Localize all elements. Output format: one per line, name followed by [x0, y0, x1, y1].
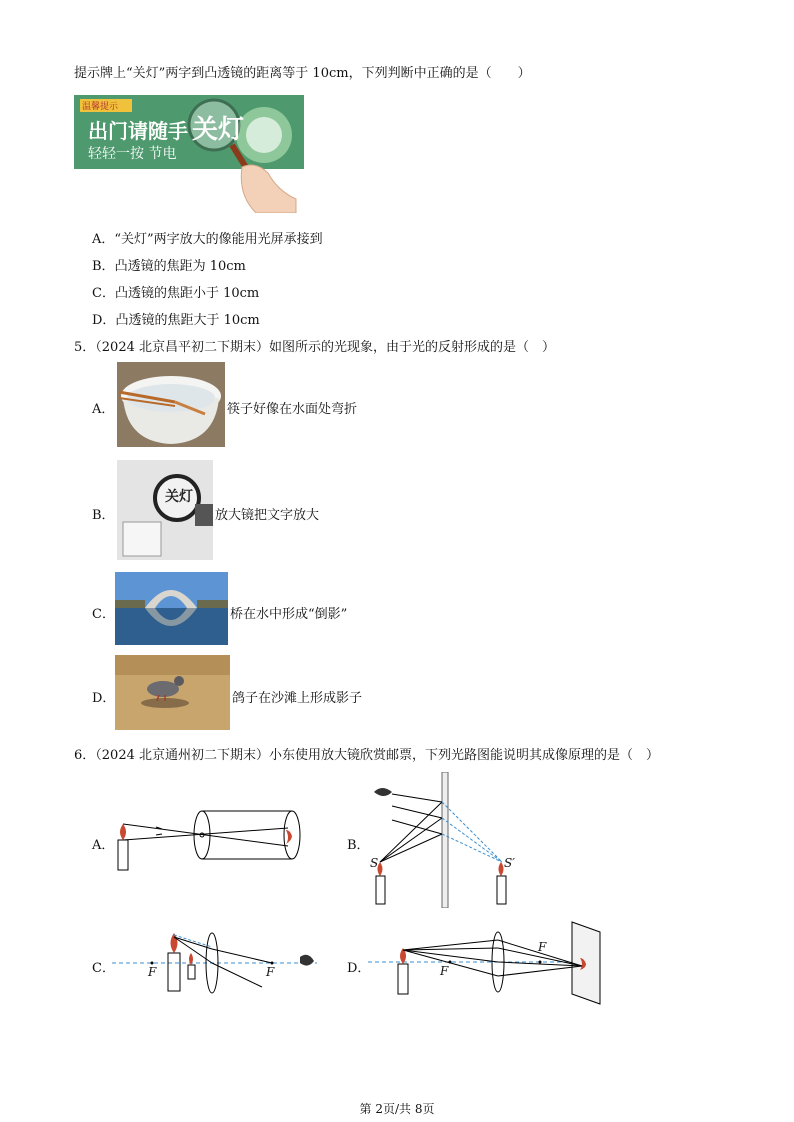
q5-option-b-text: 放大镜把文字放大: [215, 508, 320, 523]
q5-option-a-letter[interactable]: A．: [92, 402, 115, 417]
option-text: 凸透镜的焦距小于 10cm: [114, 286, 260, 301]
label-s: S: [370, 856, 379, 870]
q6-option-c-diagram: [112, 925, 327, 1000]
q5-option-a-text: 筷子好像在水面处弯折: [227, 402, 358, 417]
q5-option-b-letter[interactable]: B．: [92, 508, 115, 523]
page-footer: 第 2页/共 8页: [359, 1102, 435, 1116]
option-letter: C．: [92, 286, 115, 301]
label-f1: F: [440, 964, 449, 978]
q6-option-a-letter[interactable]: A．: [92, 838, 115, 853]
label-f2: F: [538, 940, 547, 954]
q5-option-c-letter[interactable]: C．: [92, 607, 115, 622]
q6-stem: 6．（2024 北京通州初二下期末）小东使用放大镜欣赏邮票，下列光路图能说明其成像原理的是（ ）: [74, 748, 659, 763]
label-f1: F: [148, 965, 157, 979]
magnified-text: 关灯: [165, 489, 193, 505]
sign-magnified-text: 关灯: [192, 115, 245, 145]
sign-line1: 出门请随手: [88, 119, 188, 143]
option-text: “关灯”两字放大的像能用光屏承接到: [114, 232, 323, 247]
q5-option-a-image: [117, 362, 225, 447]
label-s-prime: S′: [504, 856, 515, 870]
q5-stem: 5．（2024 北京昌平初二下期末）如图所示的光现象，由于光的反射形成的是（ ）: [74, 340, 555, 355]
q4-stem: 提示牌上“关灯”两字到凸透镜的距离等于 10cm，下列判断中正确的是（ ）: [74, 66, 531, 81]
q6-option-a-diagram: [112, 800, 312, 880]
q6-option-b-letter[interactable]: B．: [347, 838, 370, 853]
q4-option-c[interactable]: [92, 282, 259, 301]
q6-option-d-diagram: [368, 918, 608, 1006]
q4-sign-image: [74, 95, 304, 213]
q4-option-d[interactable]: [92, 309, 260, 328]
option-letter: B．: [92, 259, 115, 274]
sign-line2: 轻轻一按 节电: [88, 146, 177, 162]
sign-tag: 温馨提示: [82, 102, 119, 112]
q5-option-d-letter[interactable]: D．: [92, 691, 116, 706]
option-letter: D．: [92, 313, 116, 328]
option-letter: A．: [92, 232, 115, 247]
q5-option-c-text: 桥在水中形成“倒影”: [230, 607, 348, 622]
q6-option-b-diagram: [366, 772, 536, 908]
label-f2: F: [266, 965, 275, 979]
option-text: 凸透镜的焦距为 10cm: [114, 259, 246, 274]
q5-option-d-text: 鸽子在沙滩上形成影子: [232, 691, 363, 706]
q4-option-a[interactable]: [92, 228, 323, 247]
option-text: 凸透镜的焦距大于 10cm: [115, 313, 260, 328]
q5-option-b-image: [117, 460, 213, 560]
q6-option-c-letter[interactable]: C．: [92, 961, 115, 976]
q5-option-d-image: [115, 655, 230, 730]
q4-option-b[interactable]: [92, 255, 246, 274]
q5-option-c-image: [115, 572, 228, 645]
q6-option-d-letter[interactable]: D．: [347, 961, 371, 976]
